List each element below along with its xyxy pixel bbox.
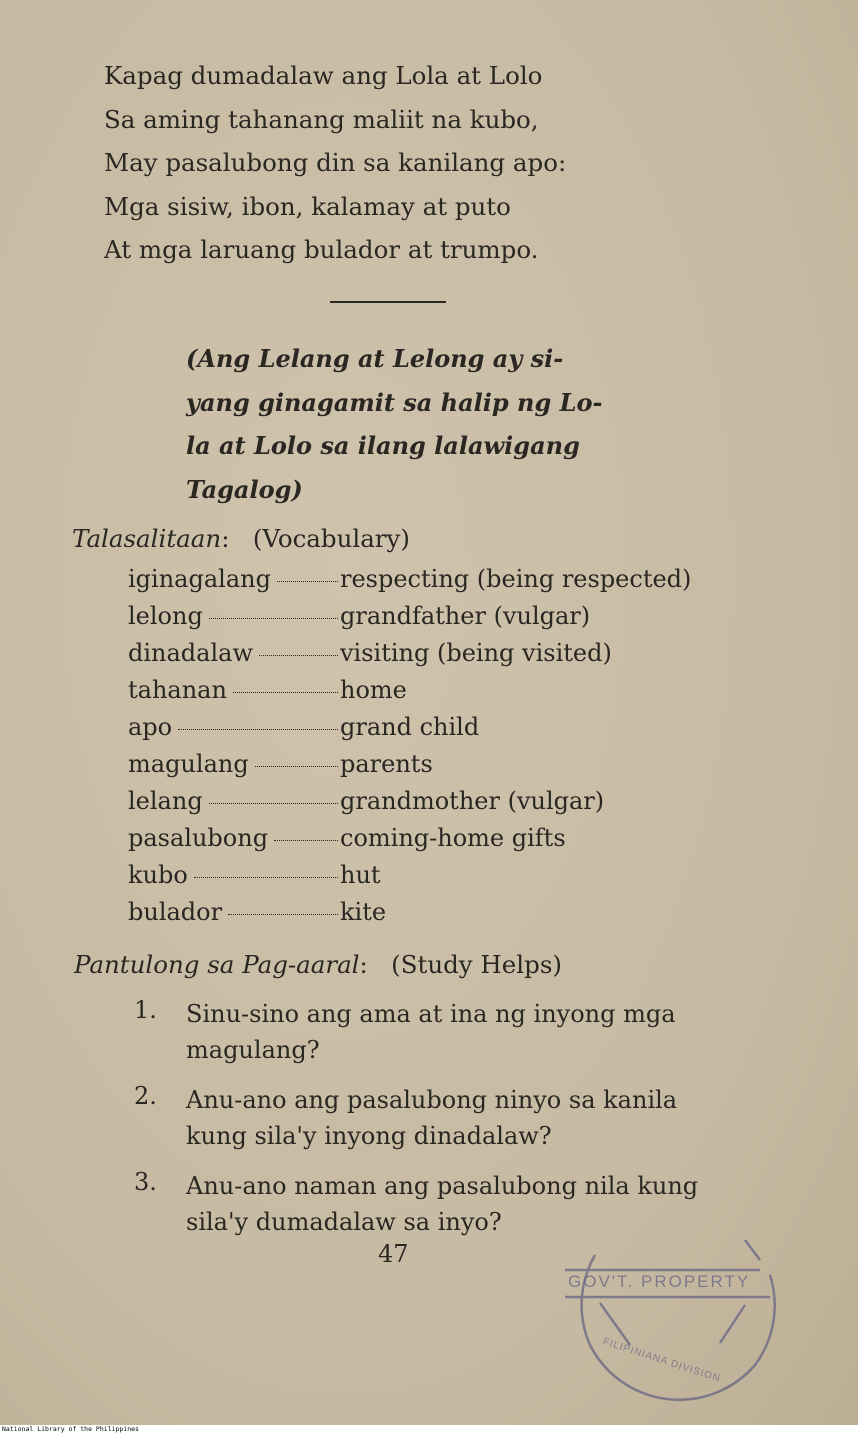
- vocabulary-meaning: home: [340, 676, 407, 704]
- note-line: yang ginagamit sa halip ng Lo-: [186, 387, 603, 417]
- study-question: [134, 996, 734, 1068]
- vocabulary-term-cell: [128, 713, 338, 741]
- vocabulary-term-cell: [128, 750, 338, 778]
- vocabulary-term: apo: [128, 713, 173, 741]
- vocabulary-meaning: grand child: [340, 713, 480, 741]
- vocabulary-meaning: grandmother (vulgar): [340, 787, 605, 815]
- vocabulary-term: lelang: [128, 787, 203, 815]
- leader-dots: [274, 840, 338, 841]
- vocabulary-meaning: hut: [340, 861, 381, 889]
- vocabulary-row: [128, 898, 748, 935]
- question-text: Anu-ano naman ang pasalubong nila kung sila'y dumadalaw sa inyo?: [186, 1172, 699, 1236]
- note-line: la at Lolo sa ilang lalawigang: [186, 431, 580, 460]
- poem-line: At mga laruang bulador at trumpo.: [104, 235, 539, 264]
- vocabulary-term: kubo: [128, 861, 188, 889]
- vocabulary-term: lelong: [128, 602, 203, 630]
- vocabulary-term-cell: [128, 861, 338, 889]
- vocabulary-row: [128, 602, 748, 639]
- note-line: (Ang Lelang at Lelong ay si-: [186, 344, 564, 373]
- vocabulary-row: [128, 713, 748, 750]
- vocabulary-term: tahanan: [128, 676, 227, 704]
- poem-line: Sa aming tahanang maliit na kubo,: [104, 104, 539, 134]
- question-text: Sinu-sino ang ama at ina ng inyong mga magulang?: [186, 1000, 676, 1064]
- poem-line: May pasalubong din sa kanilang apo:: [104, 148, 567, 177]
- question-number: 3.: [134, 1168, 157, 1196]
- study-helps-heading-label: Pantulong sa Pag-aaral: [74, 950, 360, 979]
- vocabulary-term-cell: [128, 676, 338, 704]
- vocabulary-heading-translation: (Vocabulary): [252, 524, 410, 553]
- stamp-text: GOV'T. PROPERTY: [568, 1272, 751, 1291]
- vocabulary-row: [128, 787, 748, 824]
- note-line: Tagalog): [186, 474, 303, 504]
- vocabulary-row: [128, 824, 748, 861]
- vocabulary-list: [128, 565, 748, 935]
- vocabulary-term-cell: [128, 565, 338, 593]
- page-number: 47: [378, 1240, 409, 1268]
- poem-stanza: [104, 54, 566, 272]
- vocabulary-term: iginagalang: [128, 565, 271, 593]
- leader-dots: [259, 655, 338, 656]
- vocabulary-term-cell: [128, 898, 338, 926]
- vocabulary-meaning: respecting (being respected): [340, 565, 692, 593]
- leader-dots: [178, 729, 338, 730]
- vocabulary-term: bulador: [128, 898, 223, 926]
- vocabulary-term-cell: [128, 824, 338, 852]
- leader-dots: [209, 618, 338, 619]
- poem-line: Kapag dumadalaw ang Lola at Lolo: [104, 61, 543, 90]
- leader-dots: [233, 692, 338, 693]
- vocabulary-meaning: visiting (being visited): [340, 639, 612, 667]
- vocabulary-term: pasalubong: [128, 824, 269, 852]
- vocabulary-meaning: kite: [340, 898, 387, 926]
- dialect-note: [186, 337, 616, 511]
- study-helps-heading-translation: (Study Helps): [391, 950, 562, 979]
- library-stamp: [555, 1215, 785, 1405]
- footer-credit: National Library of the Philippines: [2, 1425, 139, 1433]
- question-number: 1.: [134, 996, 157, 1024]
- vocabulary-heading: Talasalitaan: (Vocabulary): [72, 524, 410, 553]
- question-number: 2.: [134, 1082, 157, 1110]
- leader-dots: [228, 914, 338, 915]
- leader-dots: [194, 877, 338, 878]
- section-divider: [330, 301, 446, 303]
- stamp-arc-text: FILIPINIANA DIVISION: [601, 1336, 723, 1385]
- leader-dots: [255, 766, 338, 767]
- vocabulary-term-cell: [128, 639, 338, 667]
- study-helps-heading: Pantulong sa Pag-aaral: (Study Helps): [74, 950, 562, 979]
- vocabulary-row: [128, 639, 748, 676]
- vocabulary-term-cell: [128, 602, 338, 630]
- vocabulary-row: [128, 676, 748, 713]
- vocabulary-term: dinadalaw: [128, 639, 254, 667]
- question-text: Anu-ano ang pasalubong ninyo sa kanila kung sila'y inyong dinadalaw?: [186, 1086, 678, 1150]
- vocabulary-row: [128, 565, 748, 602]
- vocabulary-term-cell: [128, 787, 338, 815]
- vocabulary-row: [128, 861, 748, 898]
- poem-line: Mga sisiw, ibon, kalamay at puto: [104, 191, 511, 221]
- vocabulary-heading-label: Talasalitaan: [72, 524, 222, 553]
- vocabulary-meaning: parents: [340, 750, 433, 778]
- vocabulary-row: [128, 750, 748, 787]
- leader-dots: [277, 581, 338, 582]
- leader-dots: [209, 803, 338, 804]
- vocabulary-meaning: coming-home gifts: [340, 824, 566, 852]
- study-question: [134, 1082, 734, 1154]
- vocabulary-term: magulang: [128, 750, 249, 778]
- vocabulary-meaning: grandfather (vulgar): [340, 602, 591, 630]
